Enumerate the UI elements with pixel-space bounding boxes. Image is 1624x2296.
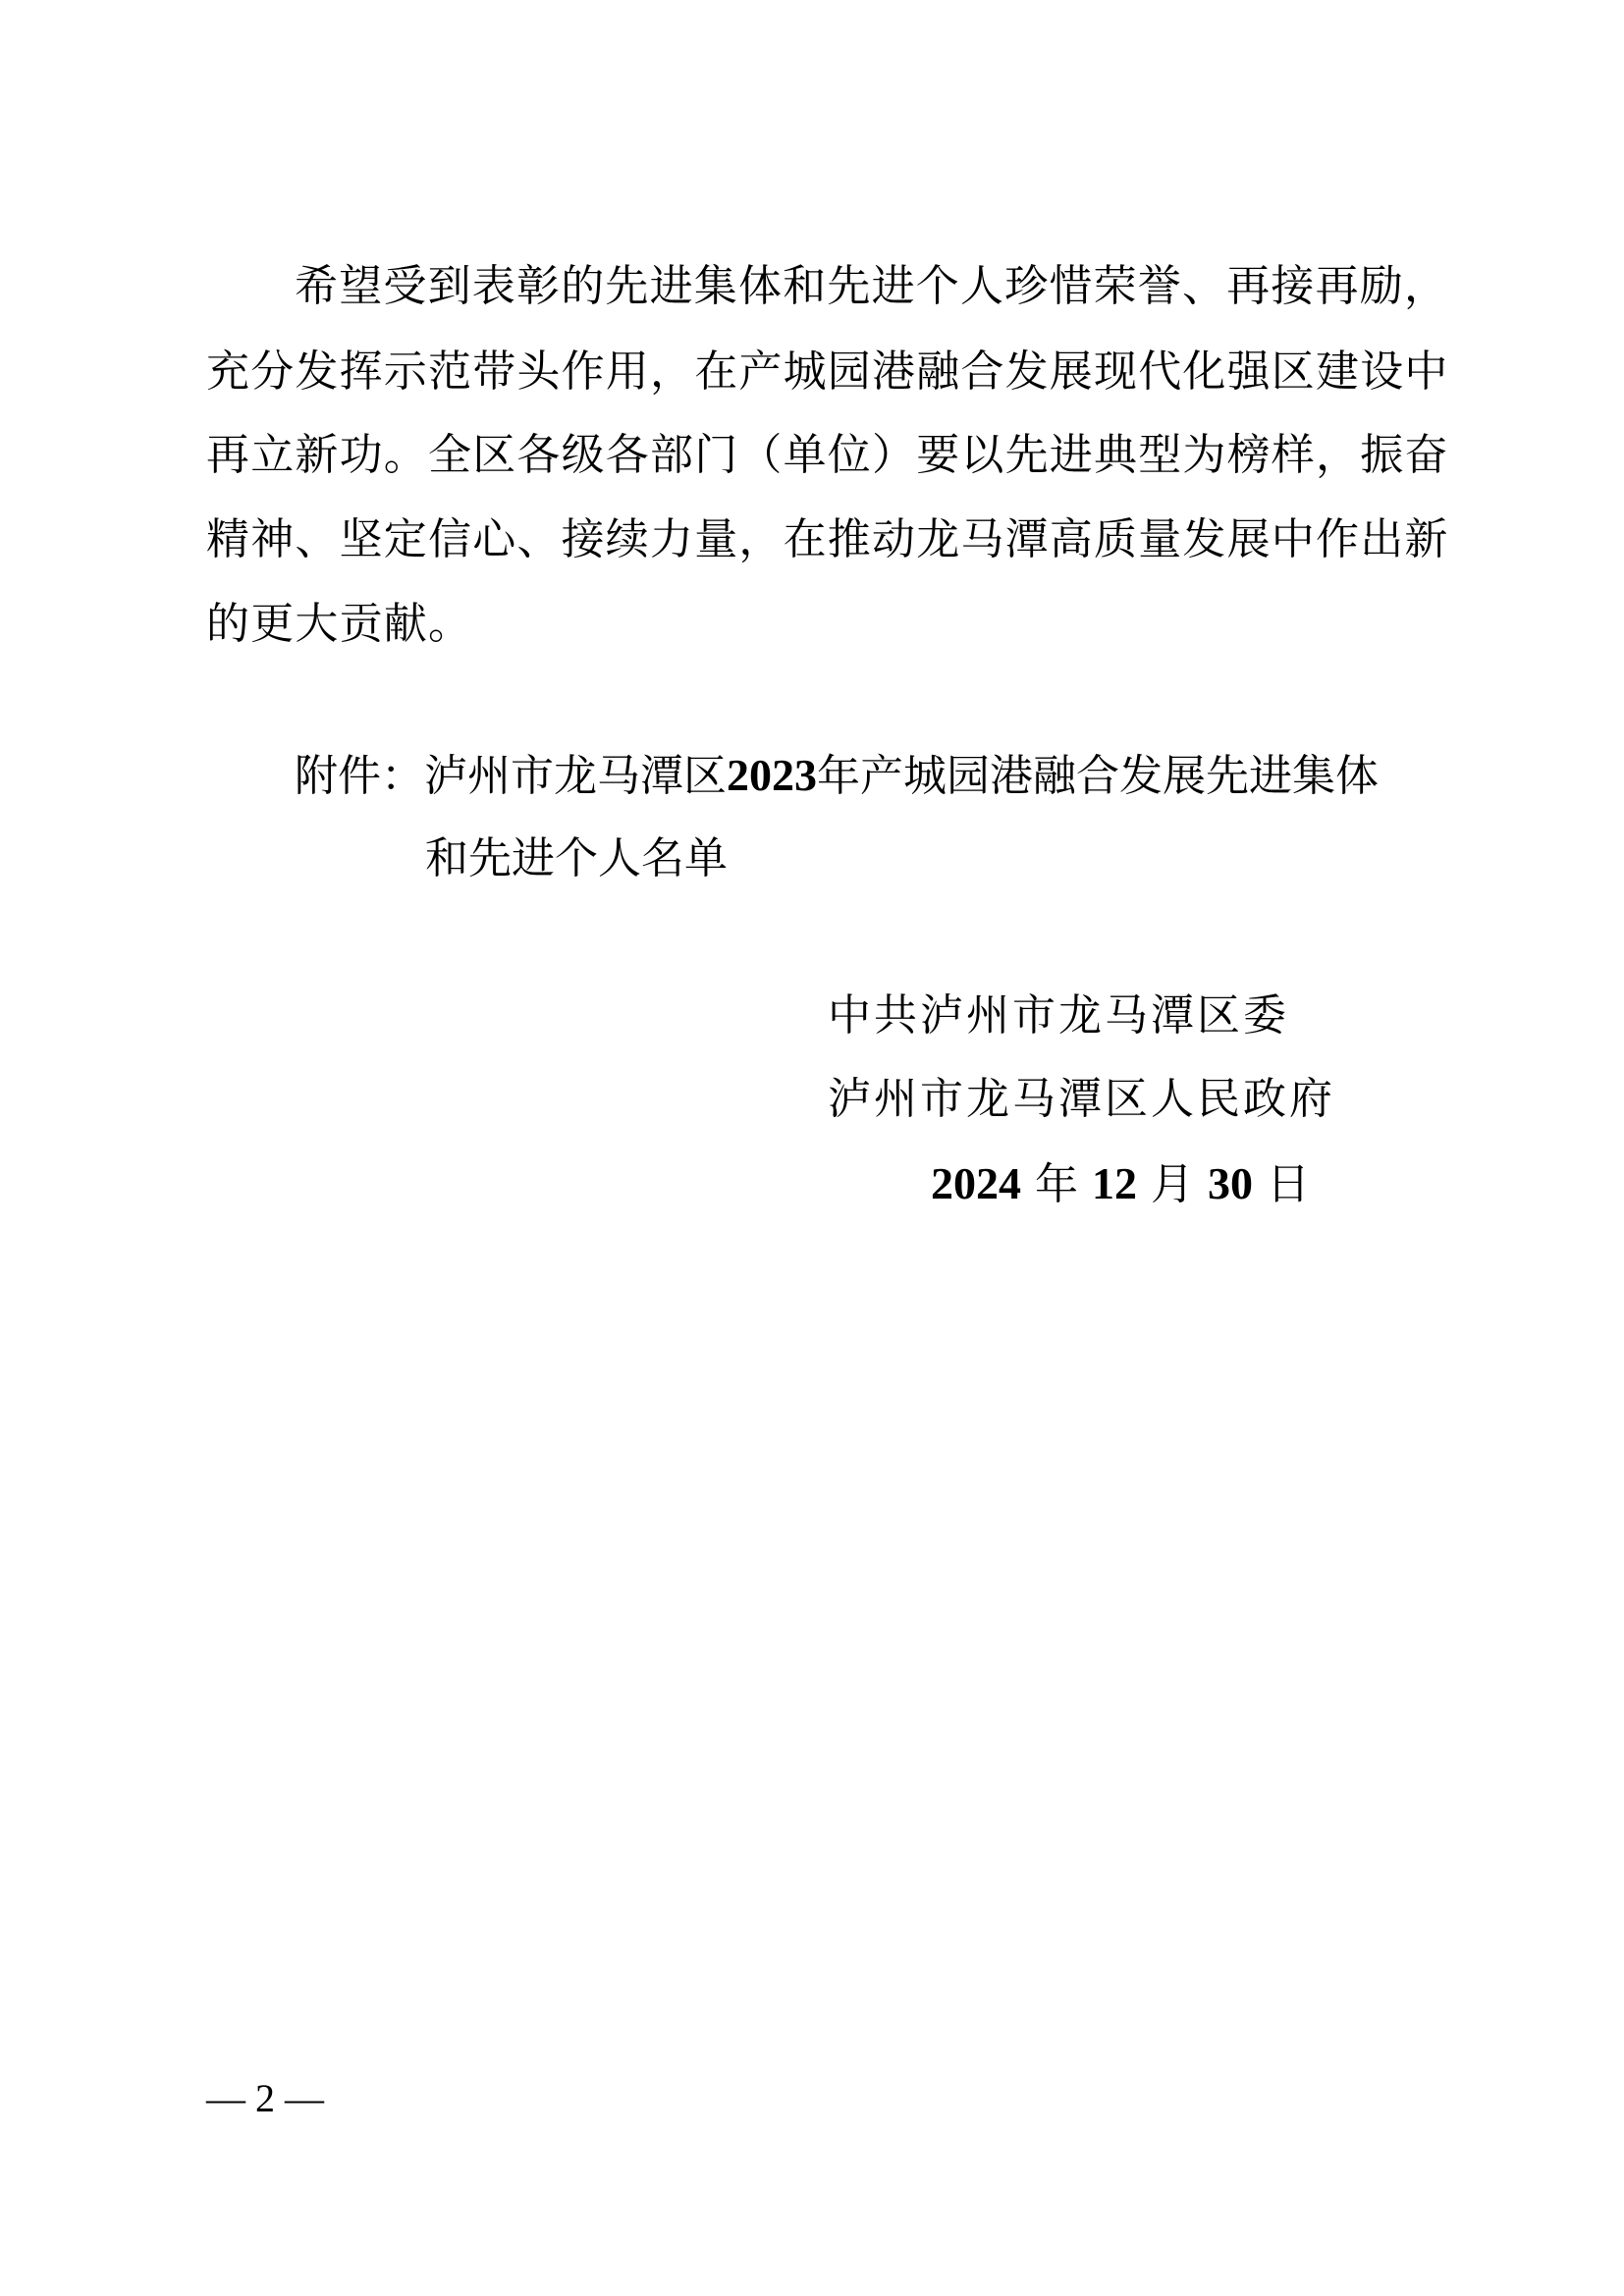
- signature-org-1: 中共泸州市龙马潭区委: [828, 990, 1289, 1041]
- paragraph-line-5: 的更大贡献。: [206, 599, 473, 649]
- date-day-unit: 日: [1267, 1159, 1310, 1209]
- paragraph-line-2: 充分发挥示范带头作用，在产城园港融合发展现代化强区建设中: [206, 347, 1449, 397]
- attachment-title-prefix: 泸州市龙马潭区: [424, 751, 727, 801]
- signature-date: [931, 1152, 1310, 1216]
- signature-org-2: 泸州市龙马潭区人民政府: [828, 1074, 1335, 1124]
- attachment-line-1: [295, 744, 1379, 808]
- date-year: 2024: [931, 1158, 1021, 1208]
- date-year-unit: 年: [1035, 1159, 1078, 1209]
- attachment-label: 附件：: [295, 751, 424, 801]
- page-number: — 2 —: [206, 2076, 324, 2120]
- paragraph-line-3: 再立新功。全区各级各部门（单位）要以先进典型为榜样，振奋: [206, 430, 1449, 480]
- attachment-line-2: 和先进个人名单: [425, 833, 728, 883]
- date-day: 30: [1208, 1158, 1253, 1208]
- attachment-year: 2023: [727, 750, 817, 800]
- paragraph-line-1: 希望受到表彰的先进集体和先进个人珍惜荣誉、再接再励，: [295, 261, 1449, 311]
- attachment-title-suffix: 年产城园港融合发展先进集体: [817, 751, 1379, 801]
- paragraph-line-4: 精神、坚定信心、接续力量，在推动龙马潭高质量发展中作出新: [206, 514, 1449, 564]
- date-month-unit: 月: [1151, 1159, 1194, 1209]
- date-month: 12: [1092, 1158, 1137, 1208]
